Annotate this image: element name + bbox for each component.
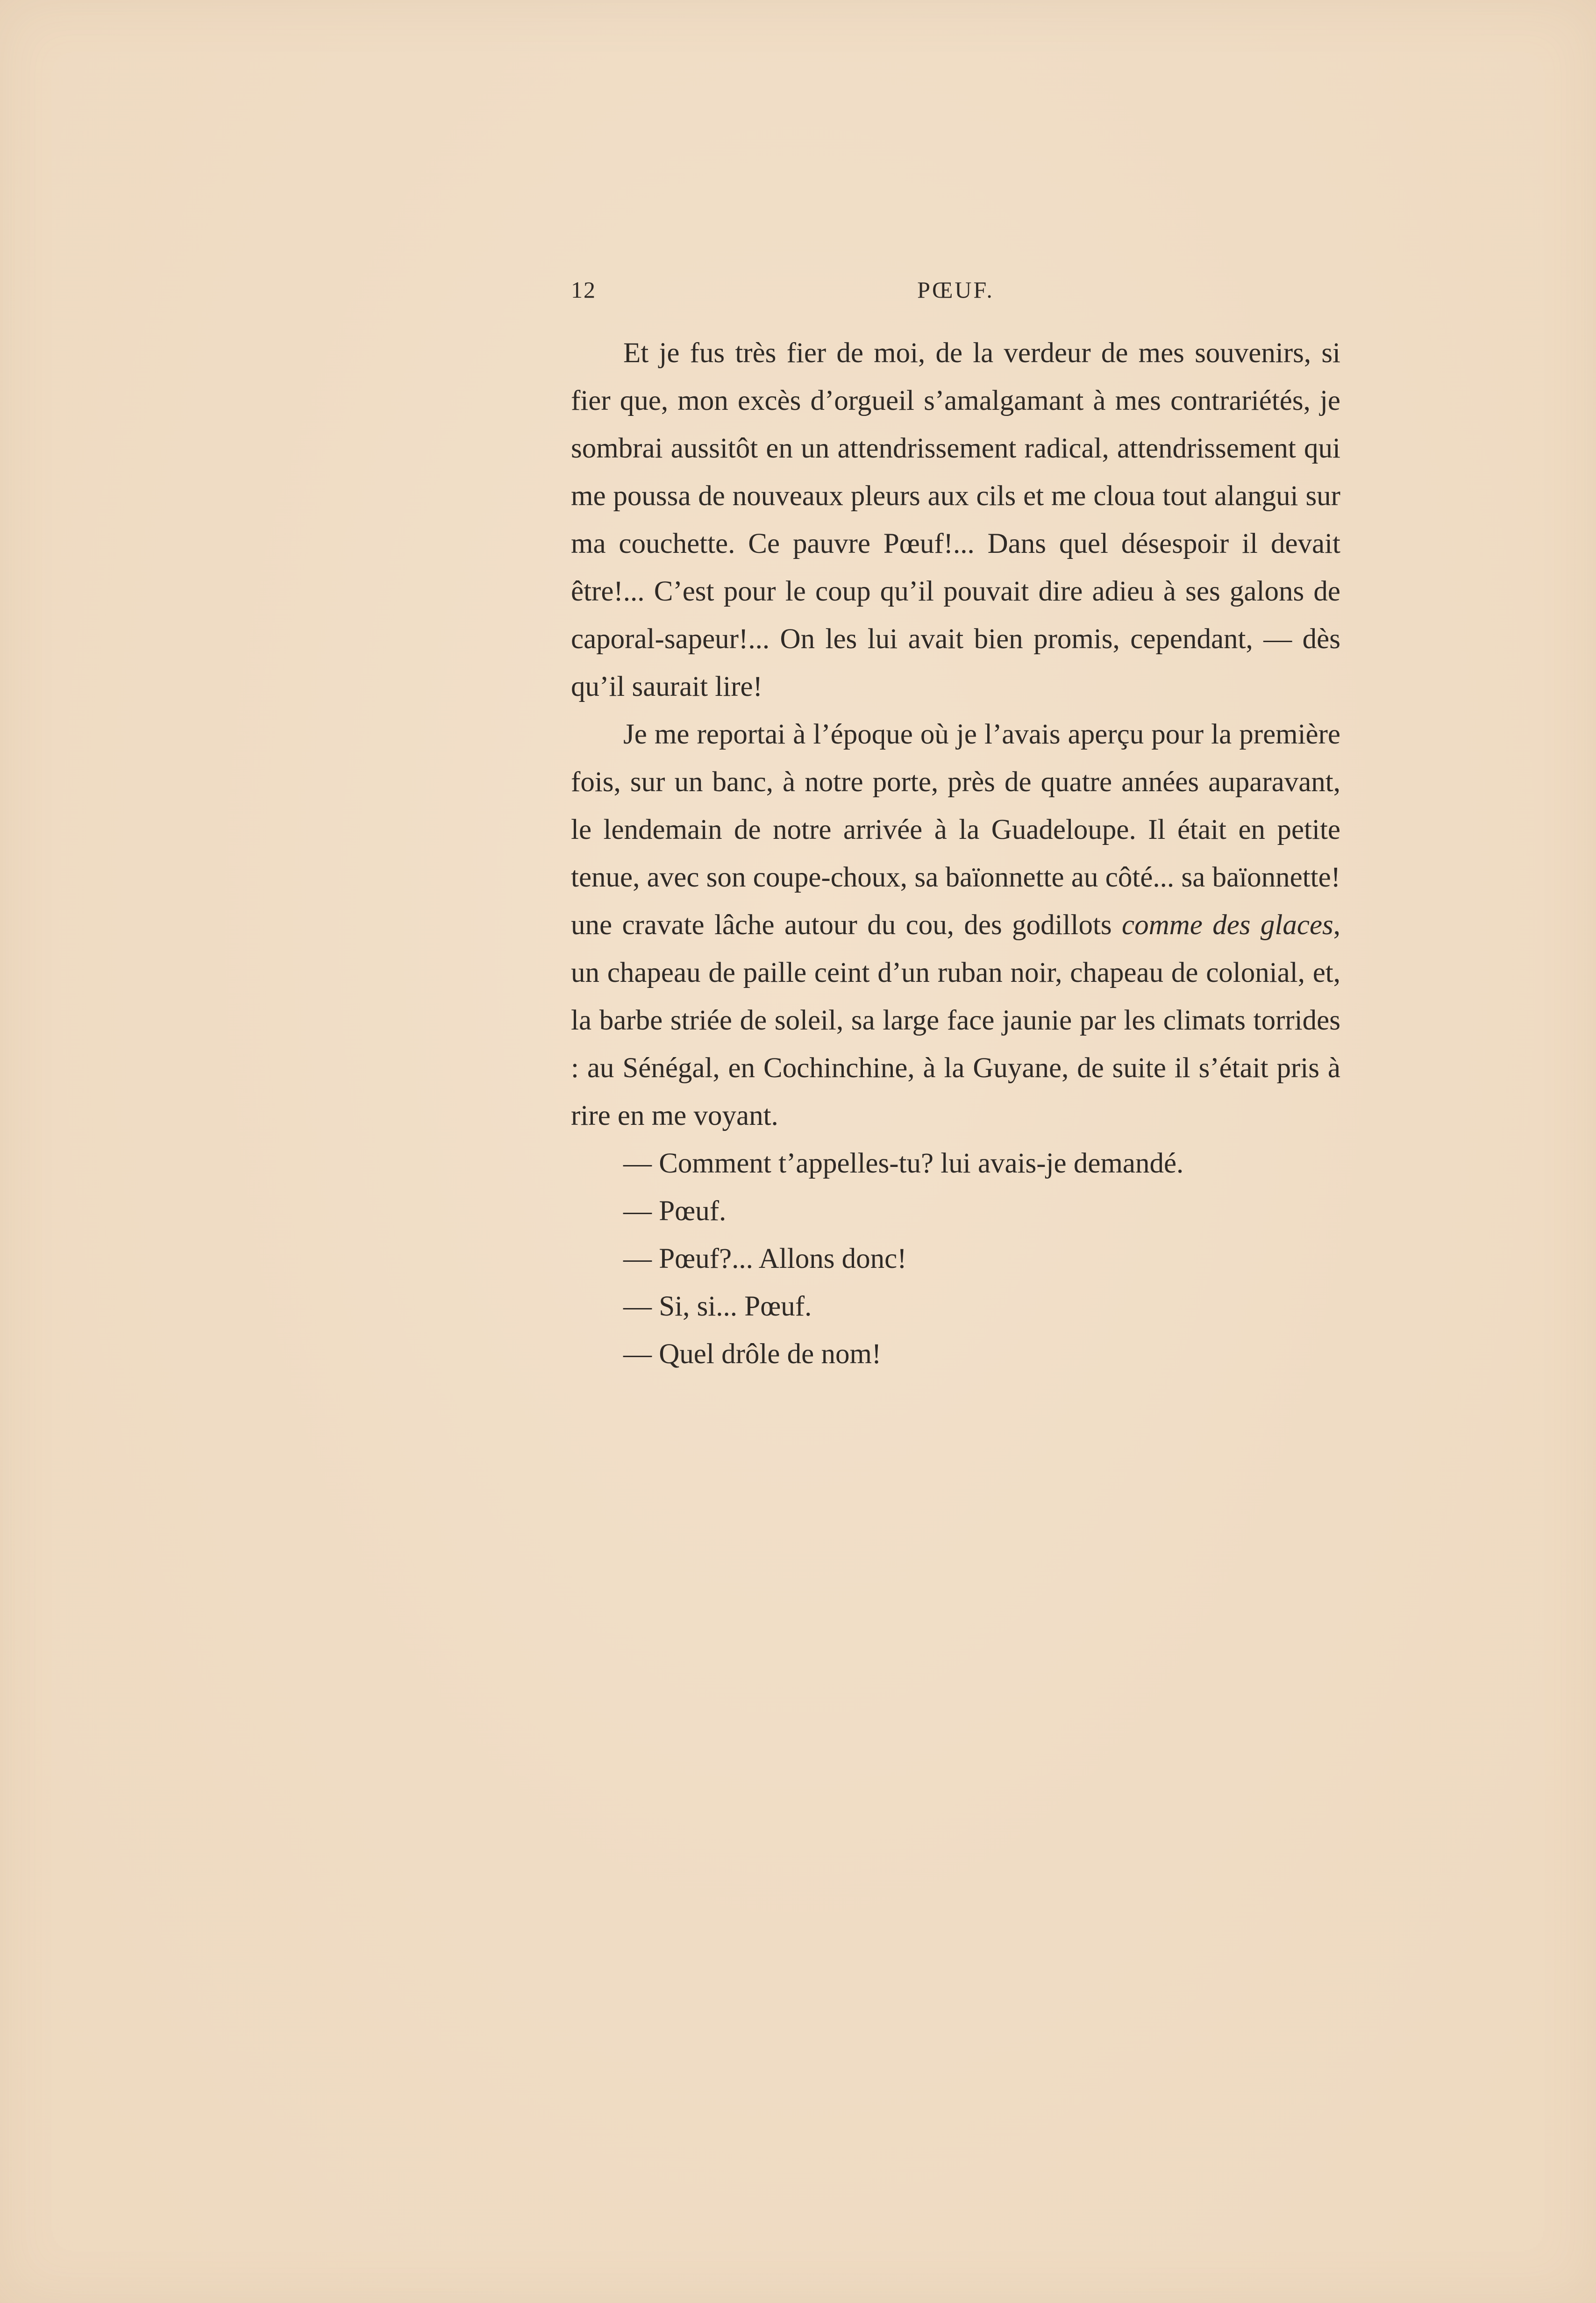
page-number: 12 — [571, 277, 596, 303]
paragraph-2-italic-phrase: comme des glaces — [1122, 909, 1333, 941]
paragraph-1 — [571, 329, 1340, 711]
dialogue-line-4: — Si, si... Pœuf. — [623, 1291, 812, 1322]
dialogue-line-1: — Comment t’appelles-tu? lui avais-je demandé. — [623, 1148, 1184, 1179]
paragraph-1-text: Et je fus très fier de moi, de la verdeur de mes souvenirs, si fier que, mon excès d’orgueil s’amalgamant à mes contrariétés, je sombrai aussitôt en un attendrissement radical, attendrissement qui me poussa de nouveaux pleurs aux cils et me cloua tout alangui sur ma couchette. Ce pauvre Pœuf!... Dans quel désespoir il devait être!... C’est pour le coup qu’il pouvait dire adieu à ses galons de caporal-sapeur!... On les lui avait bien promis, cependant, — dès qu’il saurait lire! — [571, 337, 1340, 702]
dialogue-line-5: — Quel drôle de nom! — [623, 1338, 882, 1370]
paragraph-2 — [571, 711, 1340, 1140]
paragraph-2-text-end: , un chapeau de paille ceint d’un ruban noir, chapeau de colonial, et, la barbe striée de soleil, sa large face jaunie par les climats torrides : au Sénégal, en Cochinchine, à la Guyane, de suite il s’était pris à rire en me voyant. — [571, 909, 1341, 1131]
running-title: PŒUF. — [917, 277, 994, 303]
running-header — [571, 273, 1340, 306]
dialogue-line-3: — Pœuf?... Allons donc! — [623, 1243, 907, 1274]
body-text — [571, 329, 1340, 1378]
paragraph-2-text-start: Je me reportai à l’époque où je l’avais aperçu pour la première fois, sur un banc, à notre porte, près de quatre années auparavant, le lendemain de notre arrivée à la Guadeloupe. Il était en petite tenue, avec son coupe-choux, sa baïonnette au côté... sa baïonnette! une cravate lâche autour du cou, des godillots — [571, 719, 1340, 941]
dialogue-line-2: — Pœuf. — [623, 1195, 727, 1227]
